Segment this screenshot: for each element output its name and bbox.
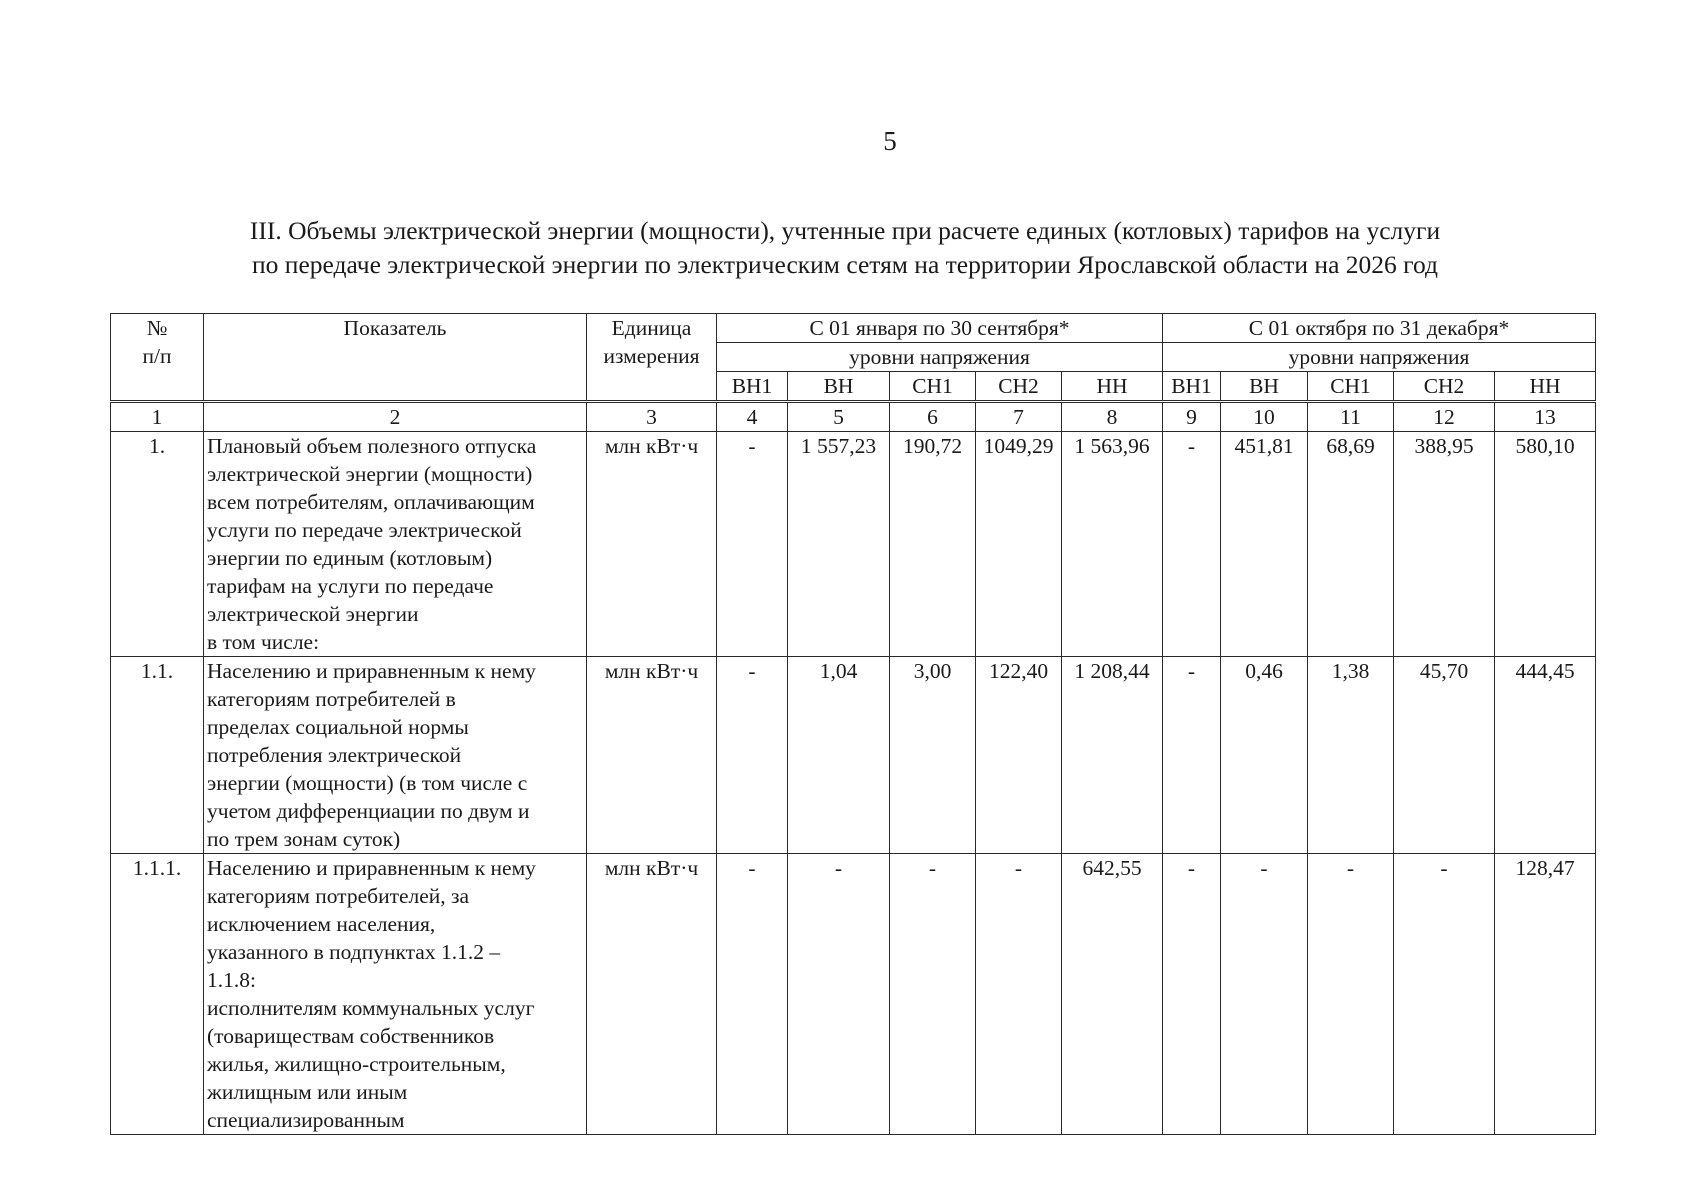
row-value: - [1221,854,1308,1135]
row-value: 444,45 [1495,657,1596,854]
column-number: 3 [587,402,717,432]
column-number: 2 [204,402,587,432]
row-value: 0,46 [1221,657,1308,854]
row-value: 1,38 [1308,657,1394,854]
row-value: 190,72 [890,432,976,657]
column-number: 13 [1495,402,1596,432]
row-value: 68,69 [1308,432,1394,657]
header-level: СН2 [976,372,1062,402]
column-number: 4 [717,402,788,432]
row-value: - [1163,657,1221,854]
header-period-1: С 01 января по 30 сентября* [717,314,1163,343]
row-number: 1.1.1. [111,854,204,1135]
header-level: НН [1495,372,1596,402]
column-number: 5 [788,402,890,432]
column-number: 6 [890,402,976,432]
row-value: - [1163,432,1221,657]
column-number: 7 [976,402,1062,432]
row-unit: млн кВт·ч [587,854,717,1135]
row-value: 642,55 [1062,854,1163,1135]
table-row [111,854,1596,1135]
header-level: ВН [788,372,890,402]
row-value: 1,04 [788,657,890,854]
column-number: 8 [1062,402,1163,432]
row-value: - [1163,854,1221,1135]
header-level: СН1 [890,372,976,402]
row-unit: млн кВт·ч [587,657,717,854]
row-indicator: Населению и приравненным к нему категориям потребителей, за исключением населения, указанного в подпунктах 1.1.2 – 1.1.8: исполнителям коммунальных услуг (товариществам собственников жилья, жилищно-строительным, жилищным или иным специализированным [204,854,587,1135]
row-indicator: Населению и приравненным к нему категориям потребителей в пределах социальной нормы потребления электрической энергии (мощности) (в том числе с учетом дифференциации по двум и по трем зонам суток) [204,657,587,854]
header-level: НН [1062,372,1163,402]
row-value: - [717,854,788,1135]
header-indicator: Показатель [204,314,587,402]
column-number: 11 [1308,402,1394,432]
table-row [111,657,1596,854]
volumes-table [110,313,1596,1135]
row-indicator: Плановый объем полезного отпуска электрической энергии (мощности) всем потребителям, оплачивающим услуги по передаче электрической энергии по единым (котловым) тарифам на услуги по передаче электрической энергии в том числе: [204,432,587,657]
header-level: ВН1 [1163,372,1221,402]
row-value: 451,81 [1221,432,1308,657]
row-value: - [788,854,890,1135]
document-title [150,214,1540,282]
header-level: СН1 [1308,372,1394,402]
row-value: 1 557,23 [788,432,890,657]
row-value: 45,70 [1394,657,1495,854]
column-number: 10 [1221,402,1308,432]
column-number: 9 [1163,402,1221,432]
header-voltage-levels-1: уровни напряжения [717,343,1163,372]
column-numbers-row [111,402,1596,432]
row-value: - [1394,854,1495,1135]
header-unit: Единица измерения [587,314,717,402]
header-period-2: С 01 октября по 31 декабря* [1163,314,1596,343]
row-value: 1049,29 [976,432,1062,657]
table-row [111,432,1596,657]
row-value: - [890,854,976,1135]
header-row-1 [111,314,1596,343]
row-value: 1 563,96 [1062,432,1163,657]
header-level: ВН1 [717,372,788,402]
header-voltage-levels-2: уровни напряжения [1163,343,1596,372]
row-value: - [1308,854,1394,1135]
row-number: 1. [111,432,204,657]
row-number: 1.1. [111,657,204,854]
document-title-line-1: III. Объемы электрической энергии (мощности), учтенные при расчете единых (котловых) тарифов на услуги [249,216,1441,245]
row-value: - [717,657,788,854]
column-number: 1 [111,402,204,432]
row-unit: млн кВт·ч [587,432,717,657]
document-title-line-2: по передаче электрической энергии по электрическим сетям на территории Ярославской области на 2026 год [252,250,1438,279]
header-level: СН2 [1394,372,1495,402]
row-value: 122,40 [976,657,1062,854]
row-value: - [976,854,1062,1135]
row-value: 128,47 [1495,854,1596,1135]
row-value: 3,00 [890,657,976,854]
row-value: - [717,432,788,657]
column-number: 12 [1394,402,1495,432]
header-num: № п/п [111,314,204,402]
header-level: ВН [1221,372,1308,402]
row-value: 580,10 [1495,432,1596,657]
page-number: 5 [883,126,897,156]
row-value: 388,95 [1394,432,1495,657]
row-value: 1 208,44 [1062,657,1163,854]
